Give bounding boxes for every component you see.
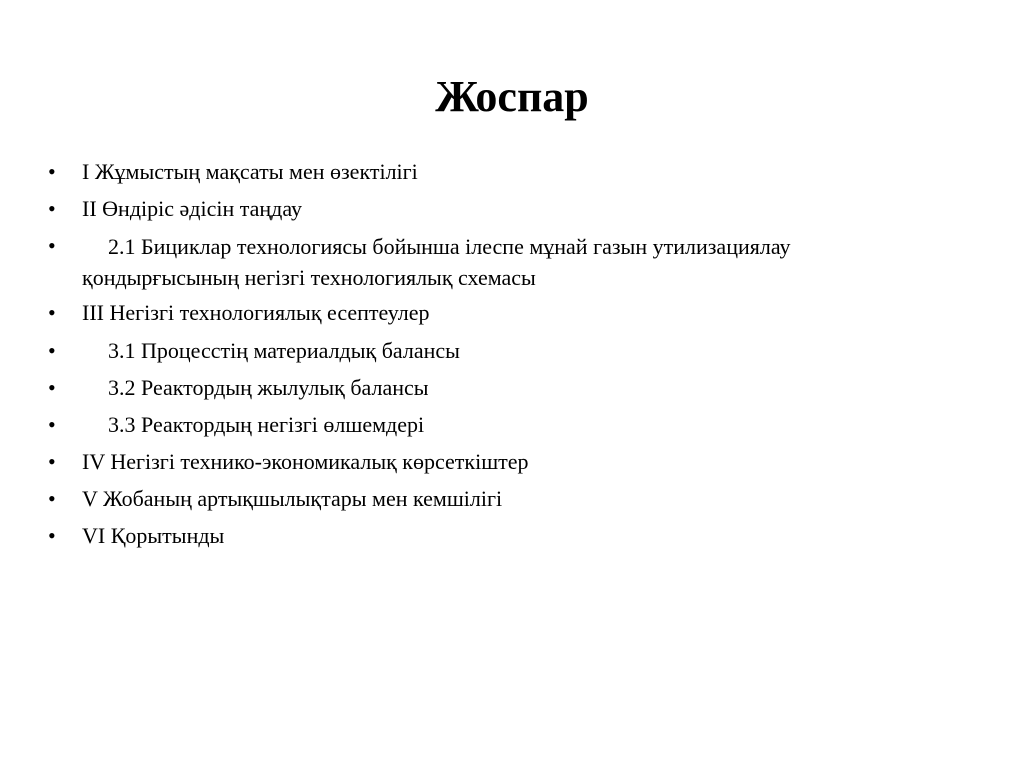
bullet-icon: •	[48, 300, 56, 325]
bullet-icon: •	[48, 375, 56, 400]
list-item: • III Негізгі технологиялық есептеулер	[48, 298, 948, 328]
bullet-icon: •	[48, 338, 56, 363]
list-item: • II Өндіріс әдісін таңдау	[48, 194, 948, 224]
bullet-icon: •	[48, 233, 56, 258]
slide-title: Жоспар	[435, 72, 589, 121]
list-item: • 3.2 Реактордың жылулық балансы	[48, 373, 948, 403]
bullet-icon: •	[48, 159, 56, 184]
list-item: • IV Негізгі технико-экономикалық көрсеткіштер	[48, 447, 948, 477]
bullet-icon: •	[48, 523, 56, 548]
bullet-icon: •	[48, 486, 56, 511]
bullet-icon: •	[48, 196, 56, 221]
list-item: • V Жобаның артықшылықтары мен кемшілігі	[48, 484, 948, 514]
bullet-icon: •	[48, 449, 56, 474]
list-item: • 3.3 Реактордың негізгі өлшемдері	[48, 410, 948, 440]
list-item: • 3.1 Процесстің материалдық балансы	[48, 336, 948, 366]
list-item: • I Жұмыстың мақсаты мен өзектілігі	[48, 157, 948, 187]
bullet-icon: •	[48, 412, 56, 437]
list-item: • 2.1 Бициклар технологиясы бойынша ілеспе мұнай газын утилизациялау қондырғысының негізгі технологиялық схемасы	[48, 233, 791, 290]
list-item: • VI Қорытынды	[48, 521, 948, 551]
